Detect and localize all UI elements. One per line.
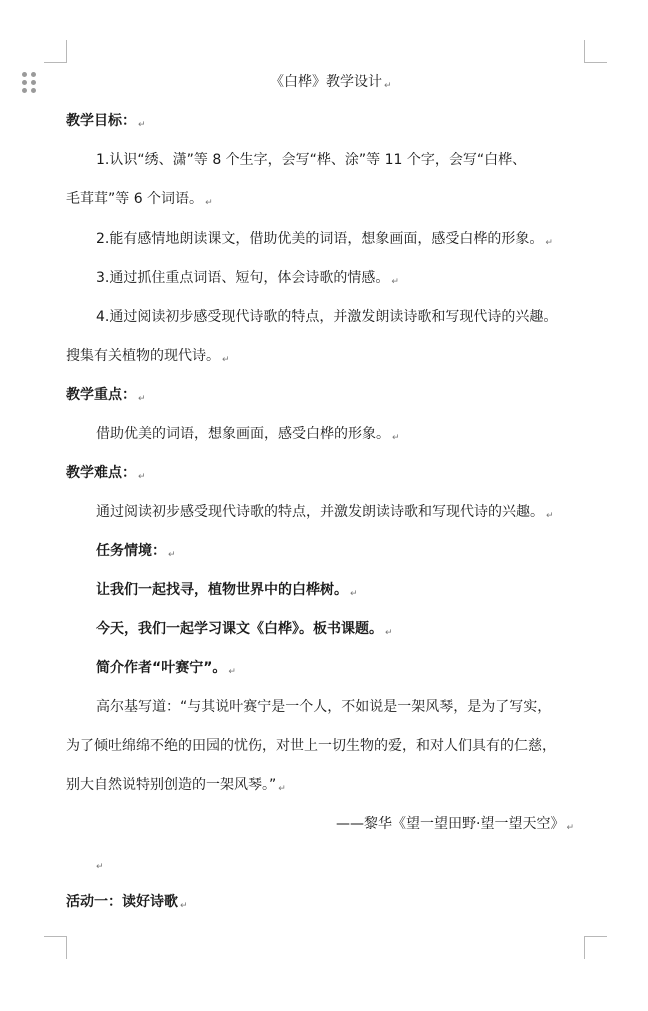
task-heading: 任务情境： ↵ (96, 543, 176, 560)
drag-handle-icon[interactable] (22, 72, 36, 92)
activity-1-heading: 活动一：读好诗歌 ↵ (66, 894, 188, 911)
goal-1-line-1: 1.认识“绣、潇”等 8 个生字，会写“桦、涂”等 11 个字，会写“白桦、 (96, 152, 527, 168)
empty-paragraph: ↵ (96, 862, 104, 872)
goals-heading: 教学目标： ↵ (66, 113, 146, 130)
goal-4-line-2: 搜集有关植物的现代诗。 ↵ (66, 348, 230, 365)
task-line-2: 今天，我们一起学习课文《白桦》。板书课题。 ↵ (96, 621, 393, 638)
document-title: 《白桦》教学设计 ↵ (270, 74, 392, 91)
task-line-1: 让我们一起找寻，植物世界中的白桦树。 ↵ (96, 582, 358, 599)
goal-2: 2.能有感情地朗读课文，借助优美的词语，想象画面，感受白桦的形象。 ↵ (96, 231, 553, 248)
difficulty-heading: 教学难点： ↵ (66, 465, 146, 482)
quote-line-2: 为了倾吐绵绵不绝的田园的忧伤，对世上一切生物的爱，和对人们具有的仁慈， (66, 738, 556, 754)
difficulty-text: 通过阅读初步感受现代诗歌的特点，并激发朗读诗歌和写现代诗的兴趣。 ↵ (96, 504, 554, 521)
key-points-heading: 教学重点： ↵ (66, 387, 146, 404)
crop-mark-top-left (44, 40, 67, 63)
goal-4-line-1: 4.通过阅读初步感受现代诗歌的特点，并激发朗读诗歌和写现代诗的兴趣。 (96, 309, 558, 325)
crop-mark-top-right (584, 40, 607, 63)
quote-line-3: 别大自然说特别创造的一架风琴。” ↵ (66, 777, 286, 794)
goal-3: 3.通过抓住重点词语、短句，体会诗歌的情感。 ↵ (96, 270, 399, 287)
goal-1-line-2: 毛茸茸”等 6 个词语。 ↵ (66, 191, 213, 208)
quote-source: ——黎华《望一望田野·望一望天空》 ↵ (336, 816, 574, 833)
quote-line-1: 高尔基写道：“与其说叶赛宁是一个人，不如说是一架风琴，是为了写实， (96, 699, 552, 715)
crop-mark-bottom-right (584, 936, 607, 959)
key-points-text: 借助优美的词语，想象画面，感受白桦的形象。 ↵ (96, 426, 400, 443)
crop-mark-bottom-left (44, 936, 67, 959)
task-line-3: 简介作者“叶赛宁”。 ↵ (96, 660, 236, 677)
